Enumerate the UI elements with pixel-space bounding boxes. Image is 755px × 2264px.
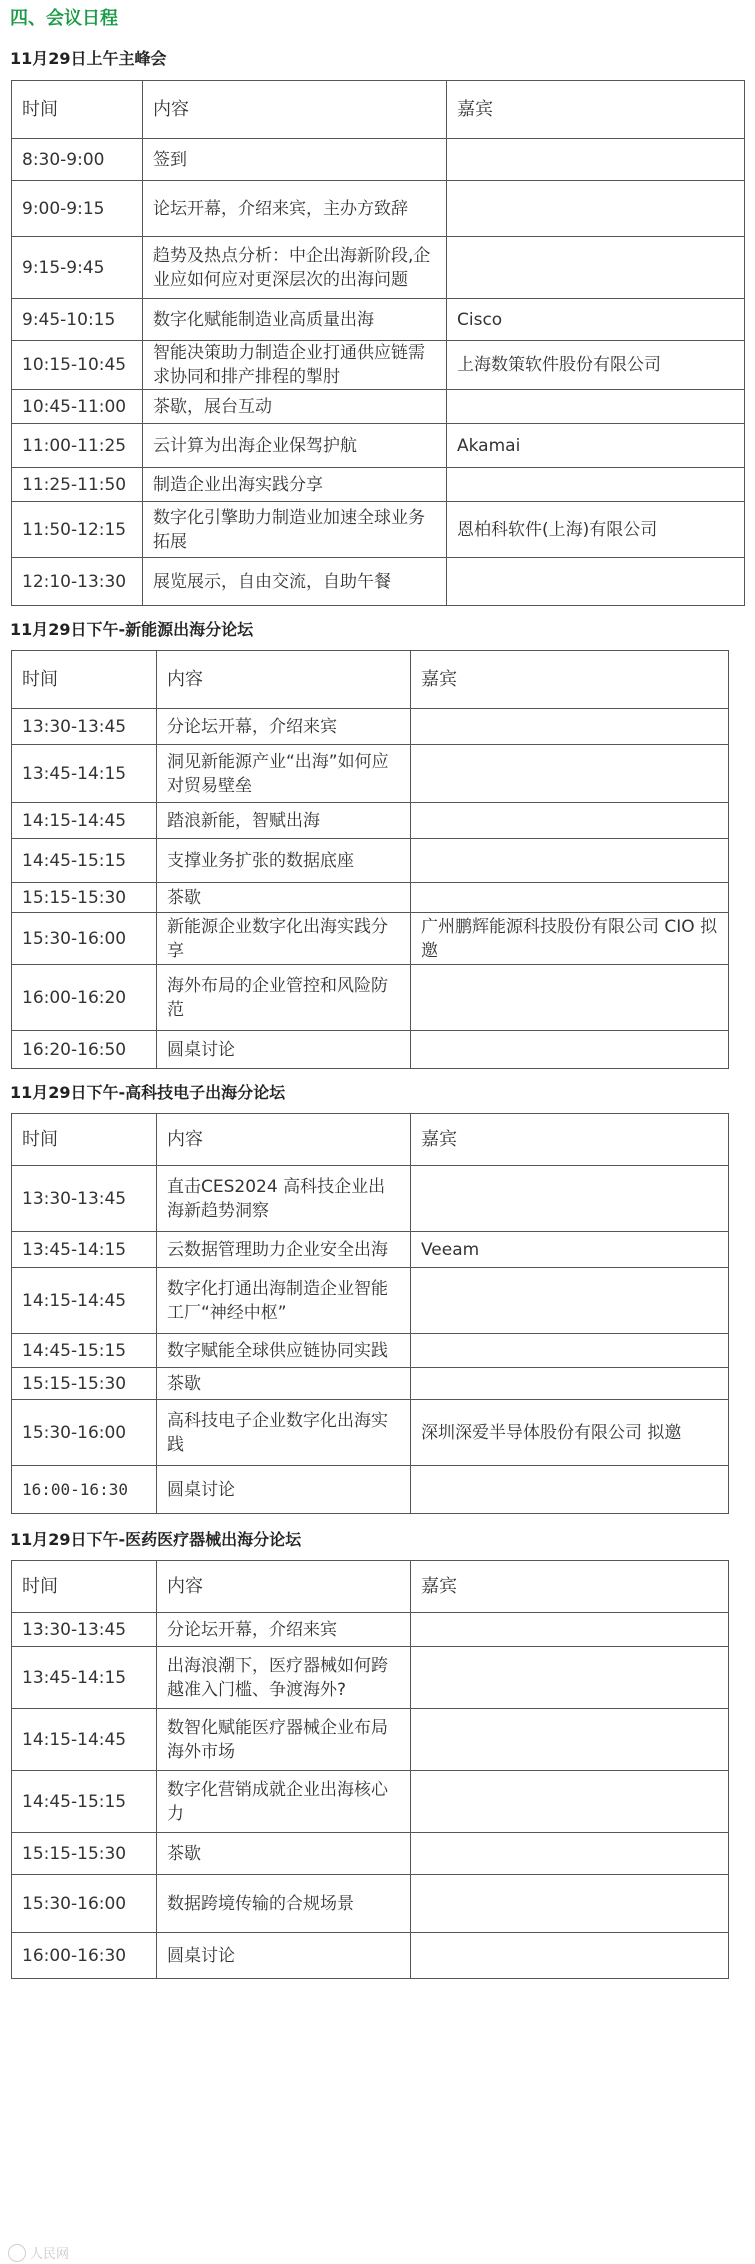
cell-content: 展览展示，自由交流，自助午餐 [143, 558, 447, 606]
cell-content: 数据跨境传输的合规场景 [157, 1875, 411, 1933]
header-content: 内容 [157, 1114, 411, 1166]
cell-content: 圆桌讨论 [157, 1466, 411, 1514]
cell-guest: 深圳深爱半导体股份有限公司 拟邀 [411, 1400, 729, 1466]
table-row [12, 1771, 729, 1833]
cell-content: 洞见新能源产业“出海”如何应对贸易壁垒 [157, 745, 411, 803]
table-header-row [12, 1114, 729, 1166]
table-row [12, 803, 729, 839]
table-row [12, 502, 745, 558]
cell-guest [411, 1031, 729, 1069]
watermark-text: 人民网 [30, 2247, 70, 2262]
table-row [12, 1933, 729, 1979]
cell-guest [411, 1466, 729, 1514]
cell-content: 数字化引擎助力制造业加速全球业务拓展 [143, 502, 447, 558]
header-guest: 嘉宾 [411, 651, 729, 709]
cell-content: 智能决策助力制造企业打通供应链需求协同和排产排程的掣肘 [143, 341, 447, 390]
cell-time: 15:15-15:30 [12, 883, 157, 913]
section-title: 四、会议日程 [10, 8, 118, 29]
cell-time: 14:15-14:45 [12, 803, 157, 839]
cell-time: 12:10-13:30 [12, 558, 143, 606]
cell-time: 15:30-16:00 [12, 1875, 157, 1933]
cell-guest [411, 965, 729, 1031]
table-row [12, 1400, 729, 1466]
table-row [12, 965, 729, 1031]
table-row [12, 390, 745, 424]
table-row [12, 237, 745, 299]
cell-guest [411, 883, 729, 913]
cell-time: 13:30-13:45 [12, 709, 157, 745]
cell-content: 数字化赋能制造业高质量出海 [143, 299, 447, 341]
cell-guest [411, 1334, 729, 1368]
cell-time: 13:30-13:45 [12, 1166, 157, 1232]
cell-guest [447, 468, 745, 502]
header-content: 内容 [143, 81, 447, 139]
cell-time: 13:45-14:15 [12, 1647, 157, 1709]
cell-guest: 上海数策软件股份有限公司 [447, 341, 745, 390]
cell-guest [411, 745, 729, 803]
table-row [12, 913, 729, 965]
table-row [12, 181, 745, 237]
agenda-table-hightech [11, 1113, 729, 1514]
table-row [12, 883, 729, 913]
cell-guest [447, 558, 745, 606]
table-header-row [12, 81, 745, 139]
cell-time: 8:30-9:00 [12, 139, 143, 181]
cell-time: 14:15-14:45 [12, 1709, 157, 1771]
table-row [12, 299, 745, 341]
cell-content: 新能源企业数字化出海实践分享 [157, 913, 411, 965]
cell-time: 14:45-15:15 [12, 1771, 157, 1833]
cell-guest [411, 1368, 729, 1400]
cell-time: 11:25-11:50 [12, 468, 143, 502]
table-row [12, 139, 745, 181]
cell-content: 制造企业出海实践分享 [143, 468, 447, 502]
cell-guest [411, 1771, 729, 1833]
cell-content: 云数据管理助力企业安全出海 [157, 1232, 411, 1268]
cell-content: 趋势及热点分析：中企出海新阶段,企业应如何应对更深层次的出海问题 [143, 237, 447, 299]
table-row [12, 1875, 729, 1933]
cell-content: 分论坛开幕，介绍来宾 [157, 1613, 411, 1647]
cell-time: 14:45-15:15 [12, 1334, 157, 1368]
table-header-row [12, 1561, 729, 1613]
table-header-row [12, 651, 729, 709]
cell-time: 14:15-14:45 [12, 1268, 157, 1334]
header-time: 时间 [12, 1561, 157, 1613]
cell-guest: 恩柏科软件(上海)有限公司 [447, 502, 745, 558]
cell-content: 茶歇 [157, 1833, 411, 1875]
cell-content: 签到 [143, 139, 447, 181]
agenda-table-new-energy [11, 650, 729, 1069]
header-guest: 嘉宾 [447, 81, 745, 139]
agenda-table-main [11, 80, 745, 606]
cell-time: 15:15-15:30 [12, 1368, 157, 1400]
cell-time: 16:00-16:20 [12, 965, 157, 1031]
table-row [12, 839, 729, 883]
cell-time: 15:15-15:30 [12, 1833, 157, 1875]
table-row [12, 745, 729, 803]
cell-guest [447, 390, 745, 424]
cell-time: 13:45-14:15 [12, 1232, 157, 1268]
agenda-table-medical [11, 1560, 729, 1979]
cell-time: 10:15-10:45 [12, 341, 143, 390]
cell-content: 茶歇 [157, 883, 411, 913]
cell-guest [411, 1268, 729, 1334]
cell-guest [447, 139, 745, 181]
cell-time: 15:30-16:00 [12, 1400, 157, 1466]
cell-time: 9:00-9:15 [12, 181, 143, 237]
session-title-main: 11月29日上午主峰会 [10, 49, 167, 68]
header-time: 时间 [12, 1114, 157, 1166]
cell-content: 茶歇 [157, 1368, 411, 1400]
table-row [12, 1613, 729, 1647]
table-row [12, 1334, 729, 1368]
table-row [12, 1031, 729, 1069]
header-content: 内容 [157, 651, 411, 709]
cell-content: 圆桌讨论 [157, 1031, 411, 1069]
cell-content: 海外布局的企业管控和风险防范 [157, 965, 411, 1031]
table-row [12, 1833, 729, 1875]
session-title-hightech: 11月29日下午-高科技电子出海分论坛 [10, 1083, 286, 1102]
cell-content: 支撑业务扩张的数据底座 [157, 839, 411, 883]
session-title-new-energy: 11月29日下午-新能源出海分论坛 [10, 620, 254, 639]
cell-content: 数智化赋能医疗器械企业布局海外市场 [157, 1709, 411, 1771]
cell-guest [411, 1833, 729, 1875]
cell-time: 11:00-11:25 [12, 424, 143, 468]
cell-content: 分论坛开幕，介绍来宾 [157, 709, 411, 745]
table-row [12, 1709, 729, 1771]
cell-time: 9:45-10:15 [12, 299, 143, 341]
header-guest: 嘉宾 [411, 1561, 729, 1613]
cell-content: 出海浪潮下，医疗器械如何跨越准入门槛、争渡海外? [157, 1647, 411, 1709]
cell-content: 数字化营销成就企业出海核心力 [157, 1771, 411, 1833]
table-row [12, 1268, 729, 1334]
cell-guest [411, 1875, 729, 1933]
cell-time: 16:00-16:30 [12, 1466, 157, 1514]
cell-time: 14:45-15:15 [12, 839, 157, 883]
cell-guest: Veeam [411, 1232, 729, 1268]
table-row [12, 1232, 729, 1268]
cell-guest [447, 237, 745, 299]
cell-guest [411, 1709, 729, 1771]
table-row [12, 424, 745, 468]
table-row [12, 468, 745, 502]
cell-guest [411, 1166, 729, 1232]
cell-time: 15:30-16:00 [12, 913, 157, 965]
cell-content: 数字赋能全球供应链协同实践 [157, 1334, 411, 1368]
cell-content: 茶歇，展台互动 [143, 390, 447, 424]
cell-content: 踏浪新能，智赋出海 [157, 803, 411, 839]
cell-guest: Akamai [447, 424, 745, 468]
cell-time: 16:00-16:30 [12, 1933, 157, 1979]
cell-guest [447, 181, 745, 237]
cell-guest: 广州鹏辉能源科技股份有限公司 CIO 拟邀 [411, 913, 729, 965]
cell-guest [411, 839, 729, 883]
watermark [8, 2243, 69, 2262]
cell-guest [411, 803, 729, 839]
cell-content: 圆桌讨论 [157, 1933, 411, 1979]
cell-content: 论坛开幕，介绍来宾，主办方致辞 [143, 181, 447, 237]
cell-content: 数字化打通出海制造企业智能工厂“神经中枢” [157, 1268, 411, 1334]
header-time: 时间 [12, 81, 143, 139]
cell-content: 直击CES2024 高科技企业出海新趋势洞察 [157, 1166, 411, 1232]
cell-guest [411, 1647, 729, 1709]
cell-content: 云计算为出海企业保驾护航 [143, 424, 447, 468]
cell-time: 13:45-14:15 [12, 745, 157, 803]
cell-time: 10:45-11:00 [12, 390, 143, 424]
cell-guest [411, 1613, 729, 1647]
cell-guest [411, 709, 729, 745]
header-time: 时间 [12, 651, 157, 709]
cell-guest [411, 1933, 729, 1979]
cell-content: 高科技电子企业数字化出海实践 [157, 1400, 411, 1466]
cell-time: 13:30-13:45 [12, 1613, 157, 1647]
table-row [12, 558, 745, 606]
table-row [12, 1647, 729, 1709]
watermark-logo-icon [8, 2244, 26, 2262]
cell-time: 9:15-9:45 [12, 237, 143, 299]
cell-time: 11:50-12:15 [12, 502, 143, 558]
header-guest: 嘉宾 [411, 1114, 729, 1166]
cell-time: 16:20-16:50 [12, 1031, 157, 1069]
table-row [12, 1368, 729, 1400]
cell-guest: Cisco [447, 299, 745, 341]
table-row [12, 1466, 729, 1514]
table-row [12, 1166, 729, 1232]
table-row [12, 341, 745, 390]
header-content: 内容 [157, 1561, 411, 1613]
table-row [12, 709, 729, 745]
session-title-medical: 11月29日下午-医药医疗器械出海分论坛 [10, 1530, 302, 1549]
